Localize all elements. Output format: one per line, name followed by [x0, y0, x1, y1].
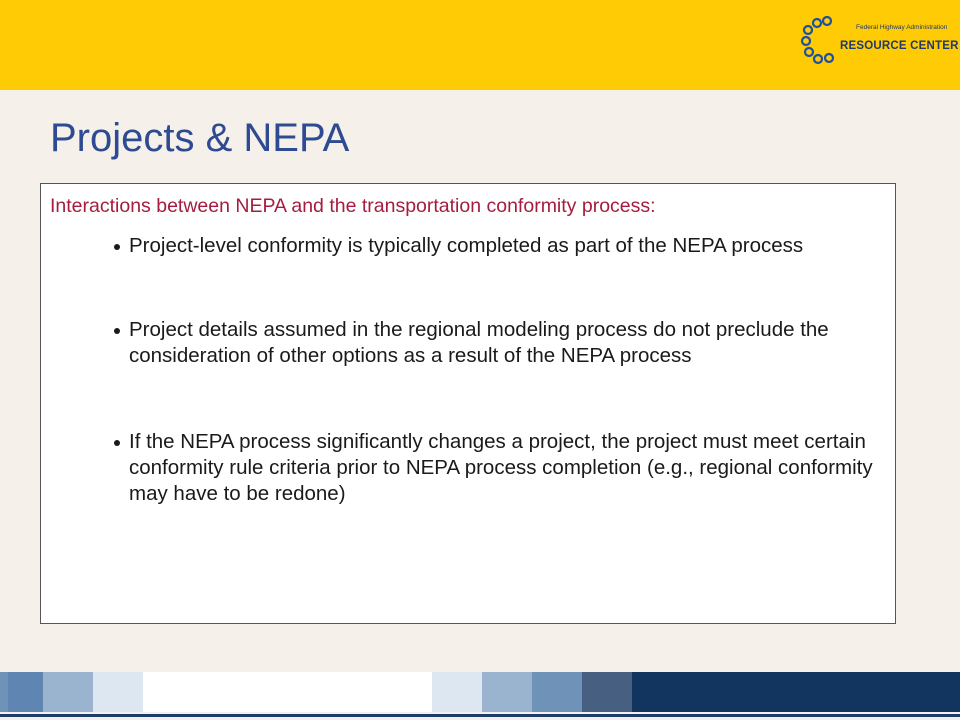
bullet-text: If the NEPA process significantly changes a project, the project must meet certain conformity rule criteria prior to NEPA process completion (e.g., regional conformity may have to be redone) [129, 430, 873, 505]
footer-segment [8, 672, 43, 712]
bullet-item [129, 233, 889, 259]
footer-divider [0, 712, 960, 720]
content-box [40, 183, 896, 624]
footer-segment [432, 672, 482, 712]
slide-title: Projects & NEPA [50, 116, 350, 160]
footer-segment [93, 672, 143, 712]
footer-segment [482, 672, 532, 712]
bullet-item [129, 317, 889, 369]
header-bar [0, 0, 960, 90]
bullet-item [129, 429, 889, 507]
footer-segment [0, 672, 8, 712]
footer-segment [43, 672, 93, 712]
footer-segment [632, 672, 960, 712]
intro-text: Interactions between NEPA and the transportation conformity process: [50, 195, 656, 217]
bullet-list [129, 233, 889, 507]
footer-segment [582, 672, 632, 712]
bullet-dot-icon [114, 244, 120, 250]
bullet-dot-icon [114, 328, 120, 334]
footer-divider-line [0, 714, 960, 717]
bullet-text: Project details assumed in the regional modeling process do not preclude the consideration of other options as a result of the NEPA process [129, 318, 829, 367]
logo-name-text: RESOURCE CENTER [840, 40, 959, 52]
resource-center-logo [800, 16, 959, 72]
footer-segment [143, 672, 432, 712]
bullet-dot-icon [114, 440, 120, 446]
footer-bar [0, 672, 960, 720]
logo-agency-text: Federal Highway Administration [856, 24, 948, 31]
footer-segment [532, 672, 582, 712]
bullet-text: Project-level conformity is typically completed as part of the NEPA process [129, 234, 804, 257]
logo-circles-icon [800, 16, 840, 72]
